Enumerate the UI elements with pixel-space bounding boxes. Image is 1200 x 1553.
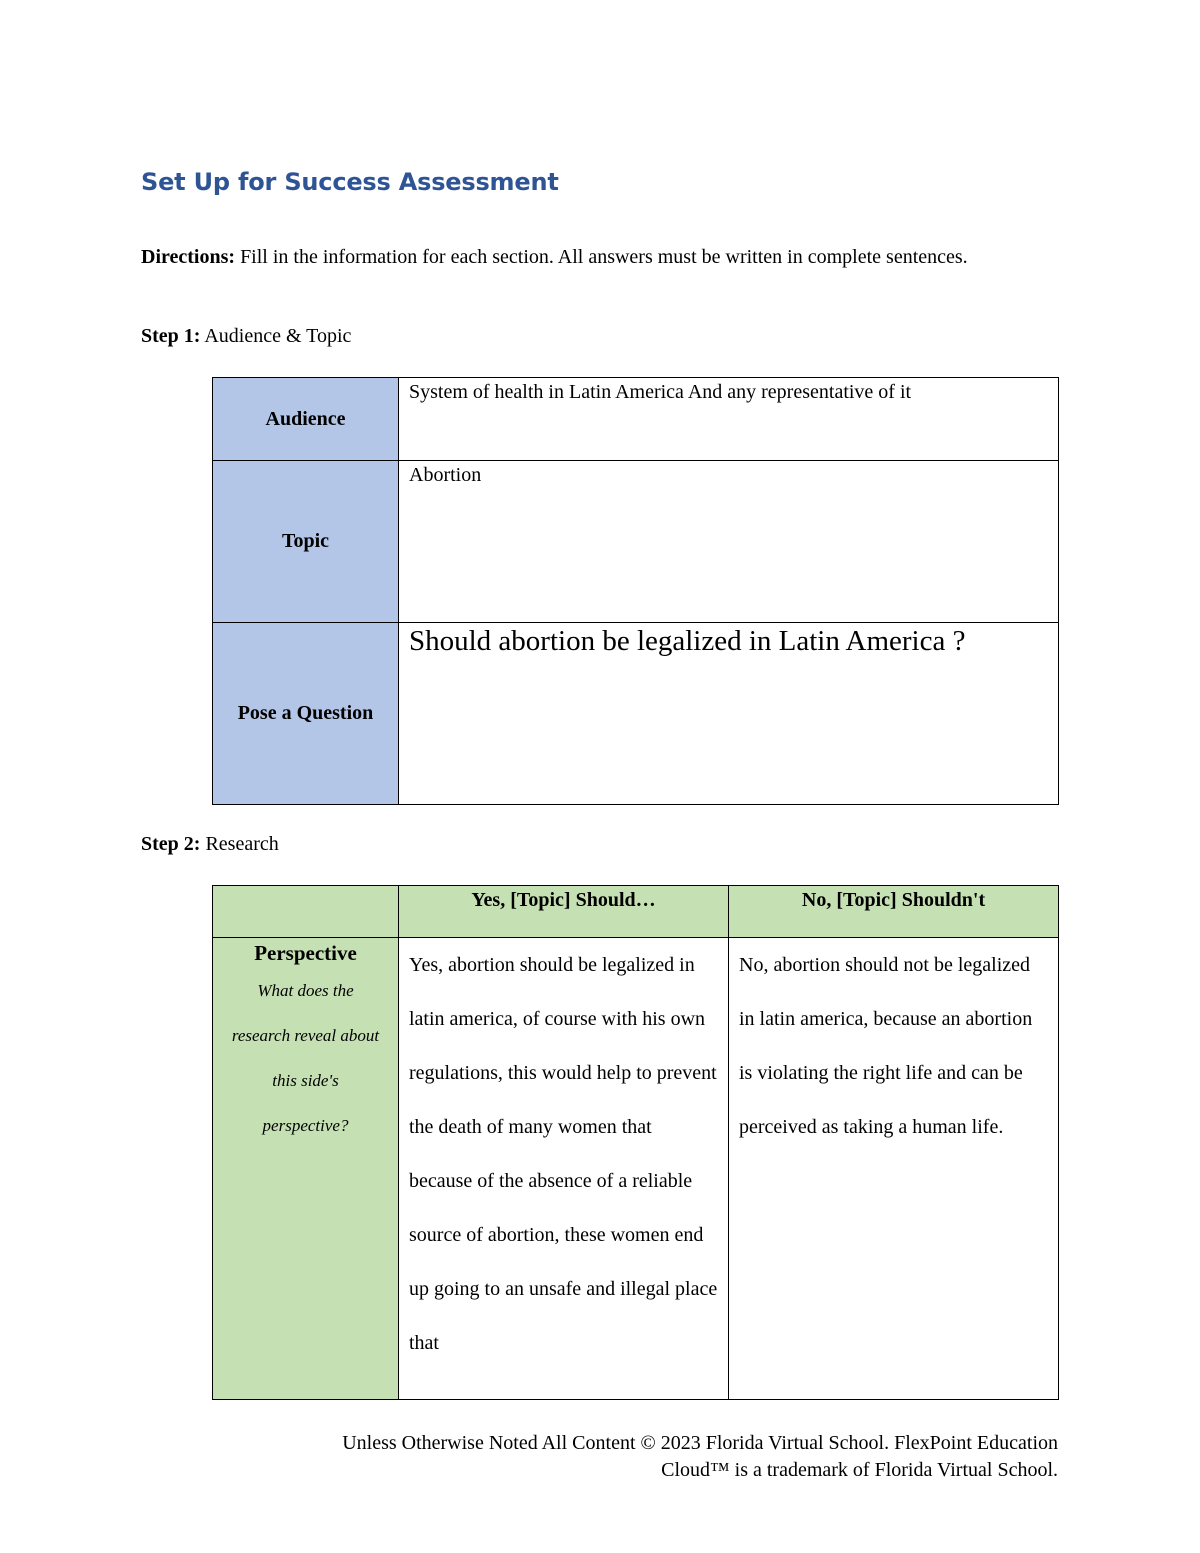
no-perspective-cell[interactable] [729, 938, 1059, 1400]
perspective-question: What does the research reveal about this side's perspective? [231, 981, 380, 1135]
directions-label: Directions: [141, 246, 236, 268]
perspective-label: Perspective [254, 941, 357, 965]
step1-text: Audience & Topic [200, 325, 352, 347]
topic-value[interactable]: Abortion [399, 461, 1059, 623]
no-perspective-text: No, abortion should not be legalized in latin america, because an abortion is violating the right life and can be perceived as taking a human life. [739, 954, 1033, 1138]
perspective-cell [213, 938, 399, 1400]
step1-label: Step 1: [141, 325, 201, 347]
table-header-row [213, 886, 1059, 938]
footer [212, 1430, 1058, 1484]
question-value[interactable]: Should abortion be legalized in Latin America ? [399, 623, 1059, 805]
step2-text: Research [200, 833, 279, 855]
footer-line2: Cloud™ is a trademark of Florida Virtual School. [661, 1459, 1058, 1481]
table-row [213, 623, 1059, 805]
audience-label: Audience [213, 378, 399, 461]
audience-topic-table [212, 377, 1059, 805]
yes-perspective-text: Yes, abortion should be legalized in latin america, of course with his own regulations, this would help to prevent the death of many women that because of the absence of a reliable source of abortion, these women end up going to an unsafe and illegal place that [409, 954, 718, 1354]
topic-label: Topic [213, 461, 399, 623]
table-row [213, 938, 1059, 1400]
step2-label: Step 2: [141, 833, 201, 855]
yes-perspective-cell[interactable] [399, 938, 729, 1400]
step1-heading [141, 325, 351, 348]
header-yes: Yes, [Topic] Should… [399, 886, 729, 938]
research-table [212, 885, 1059, 1400]
page-title: Set Up for Success Assessment [141, 168, 559, 196]
directions-text: Fill in the information for each section. All answers must be written in complete sentences. [235, 246, 968, 268]
directions [141, 243, 1041, 271]
footer-line1: Unless Otherwise Noted All Content © 2023 Florida Virtual School. FlexPoint Education [342, 1432, 1058, 1454]
table-row [213, 461, 1059, 623]
table-row [213, 378, 1059, 461]
header-empty-cell [213, 886, 399, 938]
question-label: Pose a Question [213, 623, 399, 805]
step2-heading [141, 833, 279, 856]
header-no: No, [Topic] Shouldn't [729, 886, 1059, 938]
audience-value[interactable]: System of health in Latin America And any representative of it [399, 378, 1059, 461]
